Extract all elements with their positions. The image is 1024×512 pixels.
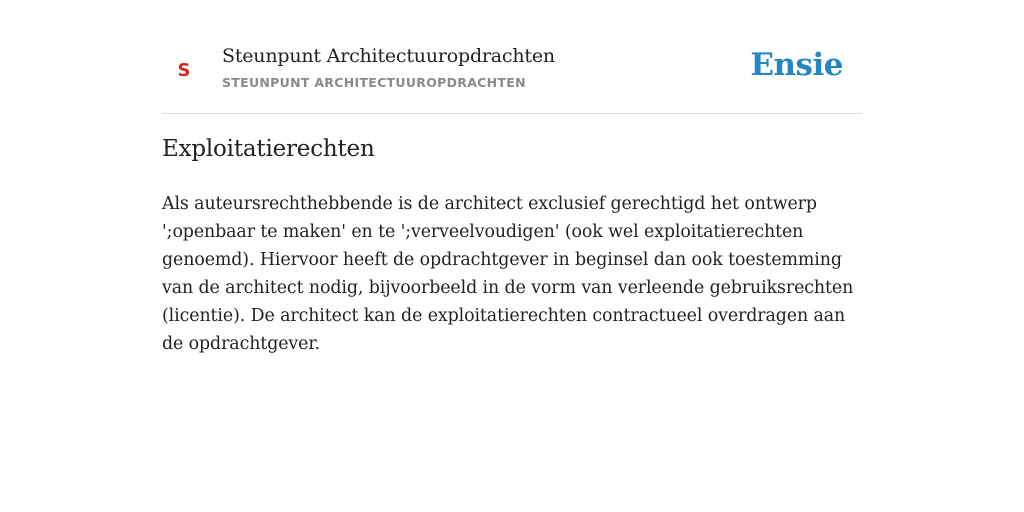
ensie-logo[interactable]: Ensie <box>750 47 843 83</box>
source-header <box>162 0 862 114</box>
source-name[interactable]: Steunpunt Architectuuropdrachten <box>222 45 555 67</box>
page-container <box>162 0 862 354</box>
article-body: Als auteursrechthebbende is de architect exclusief gerechtigd het ontwerp ';openbaar te maken' en te ';verveelvoudigen' (ook wel exploitatierechten genoemd). Hiervoor heeft de opdrachtgever in beginsel dan ook toestemming van de architect nodig, bijvoorbeeld in de vorm van verleende gebruiksrechten (licentie). De architect kan de exploitatierechten contractueel overdragen aan de opdrachtgever. <box>162 194 854 354</box>
source-subtitle: STEUNPUNT ARCHITECTUUROPDRACHTEN <box>222 75 526 90</box>
source-avatar[interactable]: S <box>177 59 191 81</box>
article-title: Exploitatierechten <box>162 136 375 162</box>
